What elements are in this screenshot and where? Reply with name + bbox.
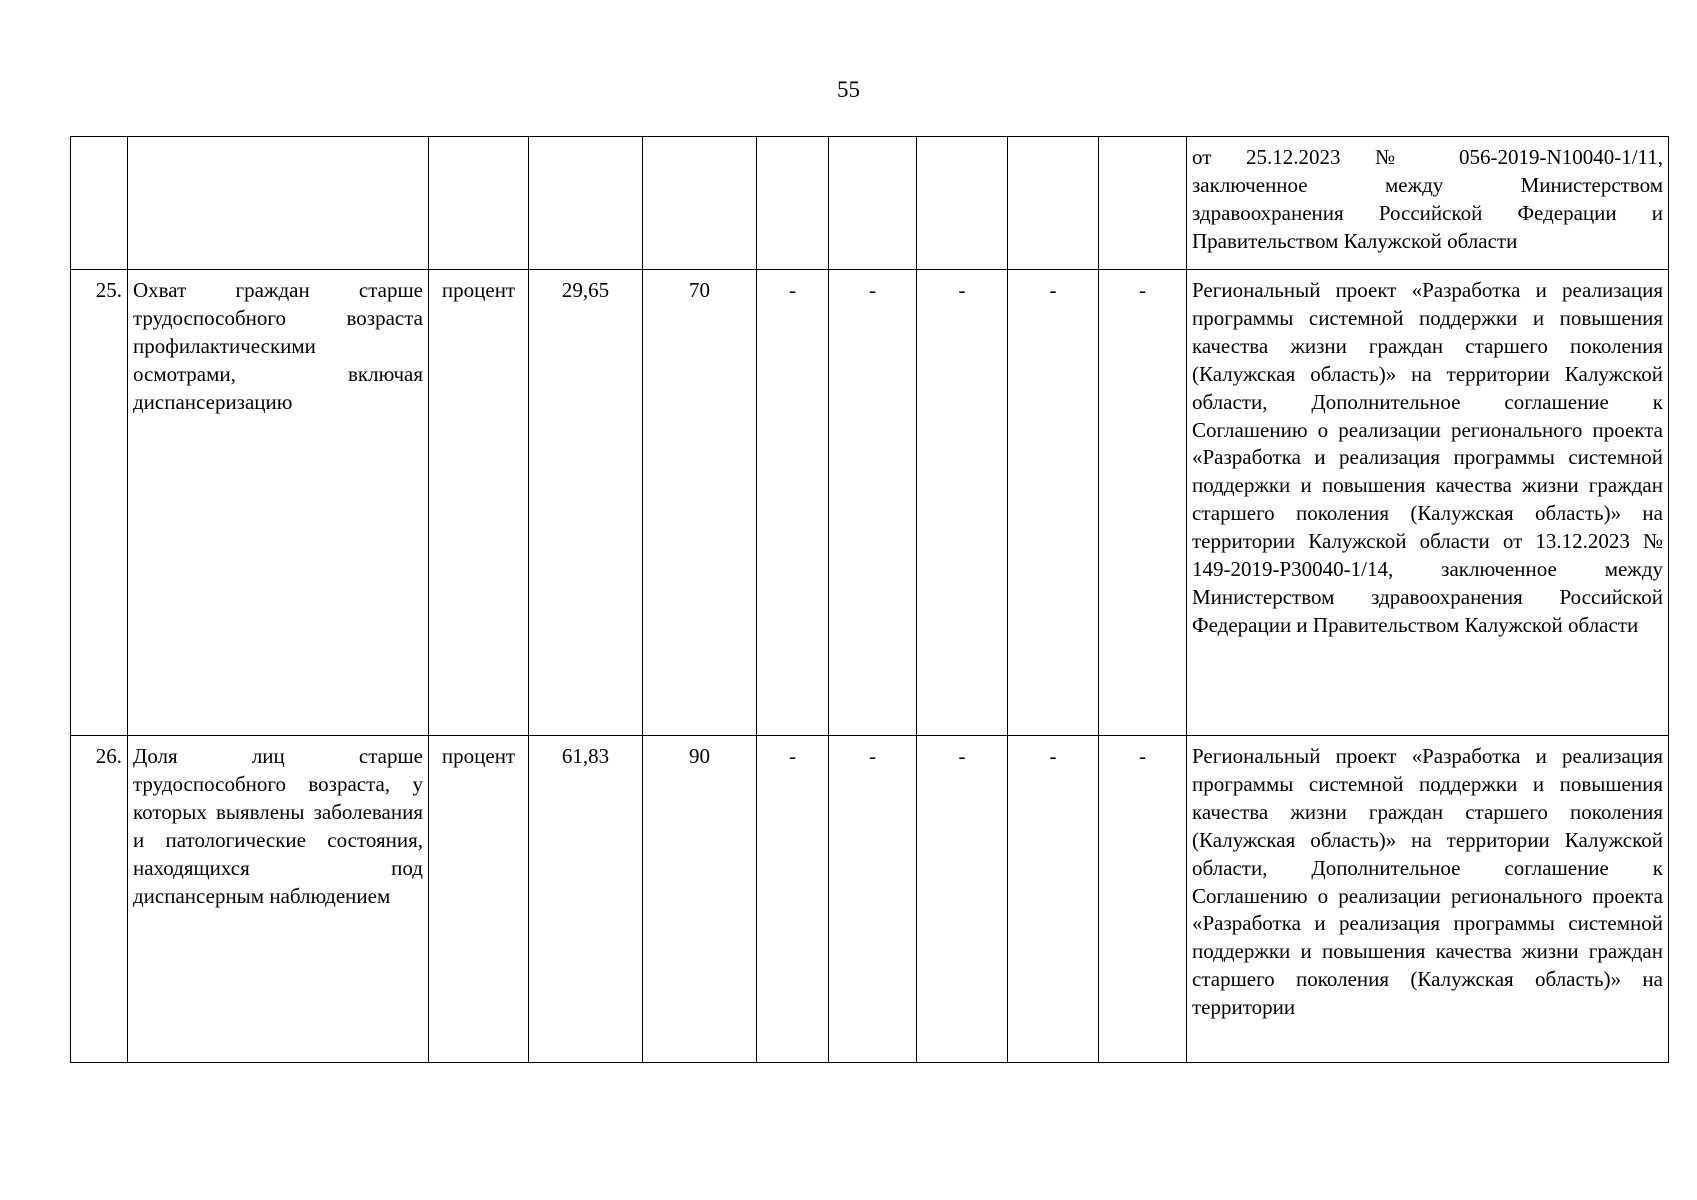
year-value-cell: - <box>1008 736 1099 1063</box>
target-value-cell: 70 <box>643 270 757 736</box>
unit-cell: процент <box>429 736 529 1063</box>
unit-cell <box>429 137 529 270</box>
source-document-text: Региональный проект «Разработка и реализация программы системной поддержки и повышения качества жизни граждан старшего поколения (Калужская область)» на территории Калужской области, Дополнительное соглашение к Соглашению о реализации регионального проекта «Разработка и реализация программы системной поддержки и повышения качества жизни граждан старшего поколения (Калужская область)» на территории <box>1192 744 1663 1020</box>
year-value-cell: - <box>829 270 917 736</box>
target-value-cell: 90 <box>643 736 757 1063</box>
table-row <box>71 736 1669 1063</box>
row-number: 26. <box>71 736 128 1063</box>
year-value-cell <box>757 137 829 270</box>
indicator-name: Охват граждан старше трудоспособного возраста профилактическими осмотрами, включая диспансеризацию <box>128 270 429 736</box>
table-row <box>71 270 1669 736</box>
indicators-table <box>70 136 1669 1063</box>
target-value-cell <box>643 137 757 270</box>
year-value-cell: - <box>1099 736 1187 1063</box>
base-value-cell <box>529 137 643 270</box>
base-value-cell: 29,65 <box>529 270 643 736</box>
row-number <box>71 137 128 270</box>
year-value-cell: - <box>917 736 1008 1063</box>
unit-cell: процент <box>429 270 529 736</box>
row-number: 25. <box>71 270 128 736</box>
year-value-cell <box>917 137 1008 270</box>
source-document-text: от 25.12.2023 № 056-2019-N10040-1/11, заключенное между Министерством здравоохранения Российской Федерации и Правительством Калужской области <box>1192 145 1663 253</box>
year-value-cell: - <box>757 270 829 736</box>
base-value-cell: 61,83 <box>529 736 643 1063</box>
table-row <box>71 137 1669 270</box>
indicator-name: Доля лиц старше трудоспособного возраста, у которых выявлены заболевания и патологические состояния, находящихся под диспансерным наблюдением <box>128 736 429 1063</box>
year-value-cell <box>1099 137 1187 270</box>
year-value-cell <box>829 137 917 270</box>
year-value-cell: - <box>757 736 829 1063</box>
year-value-cell <box>1008 137 1099 270</box>
year-value-cell: - <box>829 736 917 1063</box>
source-document-text: Региональный проект «Разработка и реализация программы системной поддержки и повышения качества жизни граждан старшего поколения (Калужская область)» на территории Калужской области, Дополнительное соглашение к Соглашению о реализации регионального проекта «Разработка и реализация программы системной поддержки и повышения качества жизни граждан старшего поколения (Калужская область)» на территории Калужской области от 13.12.2023 № 149-2019-P30040-1/14, заключенное между Министерством здравоохранения Российской Федерации и Правительством Калужской области <box>1192 278 1663 637</box>
year-value-cell: - <box>1008 270 1099 736</box>
source-document-cell <box>1187 270 1669 736</box>
page-number: 55 <box>837 77 860 102</box>
indicator-name <box>128 137 429 270</box>
source-document-cell <box>1187 736 1669 1063</box>
year-value-cell: - <box>917 270 1008 736</box>
source-document-cell <box>1187 137 1669 270</box>
year-value-cell: - <box>1099 270 1187 736</box>
